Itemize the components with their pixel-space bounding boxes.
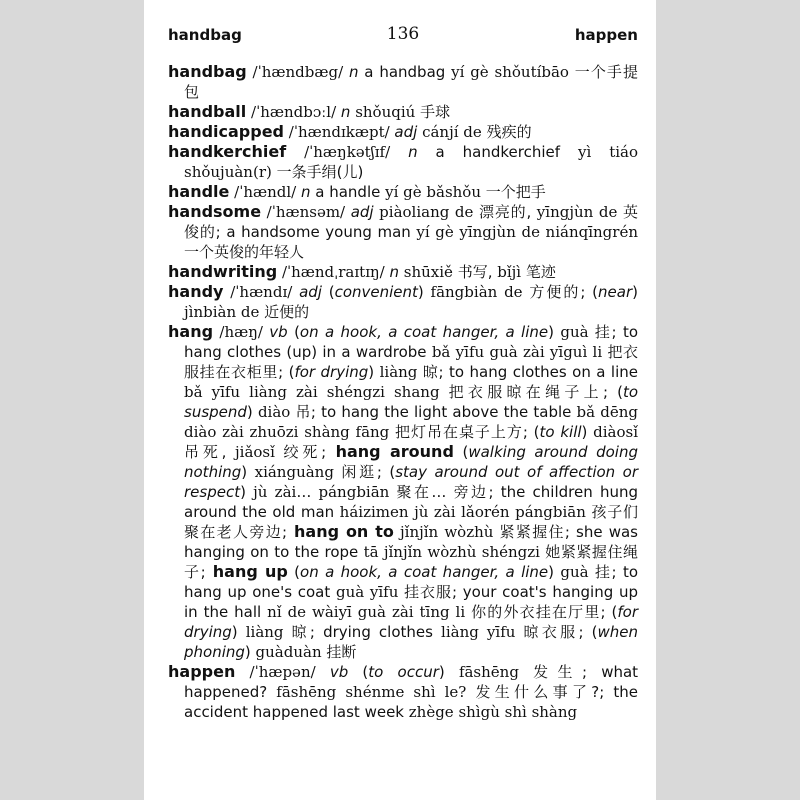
chinese-text: 一条手绢(儿) bbox=[276, 163, 364, 181]
pinyin-text: liàng bbox=[379, 363, 423, 381]
italic-label: n bbox=[389, 263, 399, 281]
chinese-text: 挂断 bbox=[326, 643, 357, 661]
english-text: ) bbox=[438, 663, 459, 681]
pinyin-text: bǐjì bbox=[492, 263, 526, 281]
page-number: 136 bbox=[386, 24, 420, 44]
pinyin-text: fāngbiàn de bbox=[430, 283, 530, 301]
pinyin-text: guà bbox=[560, 563, 595, 581]
pinyin-text: guà bbox=[560, 323, 595, 341]
entry-list bbox=[168, 62, 638, 722]
italic-label: on a hook, a coat hanger, a line bbox=[300, 563, 549, 581]
dictionary-entry bbox=[168, 662, 638, 722]
pinyin-text: guàduàn bbox=[255, 643, 327, 661]
pinyin-text: tā jǐnjǐn wòzhù shéngzi bbox=[363, 543, 546, 561]
english-text: ( bbox=[585, 283, 599, 301]
pinyin-text: piàoliang de bbox=[373, 203, 479, 221]
english-text: a handle bbox=[310, 183, 386, 201]
entry-headword: handle bbox=[168, 182, 230, 201]
english-text: ) bbox=[241, 463, 255, 481]
italic-label: vb bbox=[269, 323, 288, 341]
chinese-text: 吊死, bbox=[184, 443, 227, 461]
pinyin-text: yīngjùn de bbox=[531, 203, 623, 221]
chinese-text: 晾; bbox=[291, 623, 315, 641]
chinese-text: 你的外衣挂在厅里; bbox=[471, 603, 606, 621]
italic-label: n bbox=[348, 63, 359, 81]
english-text: ( bbox=[283, 363, 295, 381]
chinese-text: 笔迹 bbox=[525, 263, 556, 281]
italic-label: to occur bbox=[368, 663, 439, 681]
pinyin-text: nǐ de wàiyī guà zài tīng li bbox=[267, 603, 472, 621]
dictionary-entry bbox=[168, 322, 638, 662]
entry-headword: handkerchief bbox=[168, 142, 287, 161]
chinese-text: 把灯吊在桌子上方; bbox=[395, 423, 528, 441]
english-text: to hang up one's coat bbox=[184, 563, 639, 601]
chinese-text: 近便的 bbox=[264, 303, 310, 321]
page-header bbox=[168, 22, 638, 52]
pronunciation: /ˈhændbæg/ bbox=[246, 63, 349, 81]
header-first-word: handbag bbox=[168, 26, 242, 44]
pinyin-text: bǎ yīfu guà zài yīguì li bbox=[431, 343, 608, 361]
english-text: ) bbox=[368, 363, 380, 381]
pinyin-text: shǒuqiú bbox=[350, 103, 421, 121]
chinese-text: 她紧紧握住绳子; bbox=[184, 543, 638, 581]
pinyin-text: liàng yīfu bbox=[441, 623, 524, 641]
pronunciation: /hæŋ/ bbox=[213, 323, 270, 341]
entry-headword: hang bbox=[168, 322, 214, 341]
english-text: the children hung around the old man bbox=[184, 483, 638, 521]
chinese-text: 绞死; bbox=[283, 443, 327, 461]
pinyin-text: xiánguàng bbox=[254, 463, 342, 481]
chinese-text: 把衣服挂在衣柜里; bbox=[184, 343, 638, 381]
entry-headword: happen bbox=[168, 662, 236, 681]
italic-label: n bbox=[340, 103, 351, 121]
italic-label: adj bbox=[394, 123, 418, 141]
italic-label: convenient bbox=[334, 283, 418, 301]
pinyin-text: jiǎosǐ bbox=[226, 443, 284, 461]
chinese-text: 吊; bbox=[295, 403, 316, 421]
pinyin-text: diàosǐ bbox=[593, 423, 639, 441]
dictionary-entry bbox=[168, 282, 638, 322]
english-text: a handkerchief bbox=[417, 143, 578, 161]
chinese-text: 英俊的; bbox=[184, 203, 638, 241]
italic-label: near bbox=[598, 283, 633, 301]
chinese-text: 手球 bbox=[420, 103, 451, 121]
dictionary-entry bbox=[168, 262, 638, 282]
dictionary-entry bbox=[168, 142, 638, 182]
pinyin-text: bǎ dēng diào zài zhuōzi shàng fāng bbox=[184, 403, 638, 441]
english-text: ( bbox=[608, 383, 623, 401]
pronunciation: /ˈhændbɔːl/ bbox=[246, 103, 341, 121]
chinese-text: 残疾的 bbox=[486, 123, 532, 141]
english-text: ( bbox=[321, 283, 335, 301]
entry-headword: handy bbox=[168, 282, 224, 301]
pinyin-text: jìnbiàn de bbox=[184, 303, 265, 321]
english-text: ( bbox=[348, 663, 369, 681]
english-text: drying clothes bbox=[314, 623, 442, 641]
chinese-text: 发生什么事了?; bbox=[475, 683, 605, 701]
english-text: ) bbox=[632, 283, 638, 301]
pinyin-text: guà yīfu bbox=[335, 583, 405, 601]
pronunciation: /ˈhændɪkæpt/ bbox=[284, 123, 395, 141]
pinyin-text: zhège shìgù shì shàng bbox=[408, 703, 578, 721]
pinyin-text: fāshēng shénme shì le? bbox=[276, 683, 476, 701]
chinese-text: 孩子们聚在老人旁边; bbox=[184, 503, 638, 541]
pinyin-text: jù zài… pángbiān bbox=[253, 483, 397, 501]
dictionary-entry bbox=[168, 182, 638, 202]
dictionary-entry bbox=[168, 202, 638, 262]
entry-headword: handsome bbox=[168, 202, 262, 221]
pinyin-text: diào bbox=[257, 403, 296, 421]
italic-label: for drying bbox=[184, 603, 638, 641]
italic-label: for drying bbox=[294, 363, 369, 381]
english-text: ) bbox=[417, 283, 431, 301]
english-text: to hang clothes on a line bbox=[443, 363, 639, 381]
chinese-text: 挂; bbox=[594, 323, 617, 341]
english-text: a handbag bbox=[358, 63, 452, 81]
entry-headword: handball bbox=[168, 102, 247, 121]
chinese-text: 发生; bbox=[533, 663, 588, 681]
italic-label: vb bbox=[329, 663, 349, 681]
entry-headword: handicapped bbox=[168, 122, 285, 141]
pinyin-text: bǎ yīfu liàng zài shéngzi shang bbox=[184, 383, 449, 401]
chinese-text: 紧紧握住; bbox=[499, 523, 570, 541]
header-last-word: happen bbox=[574, 26, 638, 44]
english-text: what happened? bbox=[184, 663, 639, 701]
chinese-text: 一个把手 bbox=[485, 183, 546, 201]
phrase-headword: hang around bbox=[326, 442, 454, 461]
pinyin-text: fāshēng bbox=[458, 663, 534, 681]
entry-headword: handwriting bbox=[168, 262, 278, 281]
dictionary-entry bbox=[168, 62, 638, 102]
english-text: ( bbox=[453, 443, 469, 461]
pinyin-text: jǐnjǐn wòzhù bbox=[393, 523, 500, 541]
italic-label: to suspend bbox=[184, 383, 638, 421]
entry-headword: handbag bbox=[168, 62, 247, 81]
chinese-text: 一个手提包 bbox=[184, 63, 638, 101]
chinese-text: 一个英俊的年轻人 bbox=[184, 243, 305, 261]
pinyin-text: liàng bbox=[245, 623, 292, 641]
english-text: ) bbox=[246, 403, 258, 421]
pronunciation: /ˈhændˌraɪtɪŋ/ bbox=[277, 263, 390, 281]
italic-label: to kill bbox=[539, 423, 582, 441]
italic-label: adj bbox=[350, 203, 374, 221]
english-text: ( bbox=[583, 623, 598, 641]
italic-label: stay around out of affection or respect bbox=[184, 463, 638, 501]
pinyin-text: yí gè yīngjùn de niánqīngrén bbox=[416, 223, 638, 241]
english-text: ) bbox=[244, 643, 256, 661]
english-text: ) bbox=[581, 423, 594, 441]
pinyin-text: yí gè bǎshǒu bbox=[385, 183, 486, 201]
chinese-text: 晾; bbox=[422, 363, 444, 381]
pronunciation: /ˈhændl/ bbox=[229, 183, 301, 201]
english-text: she was hanging on to the rope bbox=[184, 523, 638, 561]
phrase-headword: hang up bbox=[205, 562, 288, 581]
chinese-text: 闲逛; bbox=[341, 463, 382, 481]
english-text: your coat's hanging up in the hall bbox=[184, 583, 638, 621]
english-text: ) bbox=[548, 323, 561, 341]
english-text: a handsome young man bbox=[220, 223, 417, 241]
pronunciation: /ˈhændɪ/ bbox=[223, 283, 300, 301]
pinyin-text: yì tiáo shǒujuàn(r) bbox=[184, 143, 638, 181]
phrase-headword: hang on to bbox=[287, 522, 394, 541]
english-text: the accident happened last week bbox=[184, 683, 638, 721]
italic-label: adj bbox=[299, 283, 322, 301]
english-text: ) bbox=[240, 483, 254, 501]
italic-label: n bbox=[300, 183, 311, 201]
italic-label: walking around doing nothing bbox=[184, 443, 638, 481]
pinyin-text: yí gè shǒutíbāo bbox=[451, 63, 575, 81]
chinese-text: 晾衣服; bbox=[523, 623, 584, 641]
pinyin-text: háizimen jù zài lǎorén pángbiān bbox=[339, 503, 592, 521]
chinese-text: 方便的; bbox=[529, 283, 586, 301]
pronunciation: /ˈhæŋkətʃɪf/ bbox=[286, 143, 409, 161]
chinese-text: 把衣服晾在绳子上; bbox=[448, 383, 609, 401]
dictionary-page bbox=[144, 0, 656, 800]
italic-label: on a hook, a coat hanger, a line bbox=[299, 323, 549, 341]
chinese-text: 挂衣服; bbox=[404, 583, 458, 601]
chinese-text: 漂亮的, bbox=[479, 203, 532, 221]
english-text: ( bbox=[287, 323, 300, 341]
dictionary-entry bbox=[168, 122, 638, 142]
english-text: ( bbox=[605, 603, 618, 621]
english-text: ) bbox=[548, 563, 561, 581]
english-text: ( bbox=[527, 423, 540, 441]
dictionary-entry bbox=[168, 102, 638, 122]
italic-label: n bbox=[408, 143, 418, 161]
pinyin-text: shūxiě bbox=[399, 263, 458, 281]
pinyin-text: cánjí de bbox=[417, 123, 487, 141]
chinese-text: 聚在… 旁边; bbox=[396, 483, 494, 501]
chinese-text: 书写, bbox=[457, 263, 493, 281]
english-text: to hang clothes (up) in a wardrobe bbox=[184, 323, 638, 361]
english-text: ( bbox=[381, 463, 396, 481]
english-text: to hang the light above the table bbox=[315, 403, 577, 421]
pronunciation: /ˈhænsəm/ bbox=[261, 203, 351, 221]
english-text: ) bbox=[231, 623, 246, 641]
chinese-text: 挂; bbox=[594, 563, 617, 581]
english-text: ( bbox=[287, 563, 301, 581]
pronunciation: /ˈhæpən/ bbox=[235, 663, 330, 681]
italic-label: when phoning bbox=[184, 623, 638, 661]
